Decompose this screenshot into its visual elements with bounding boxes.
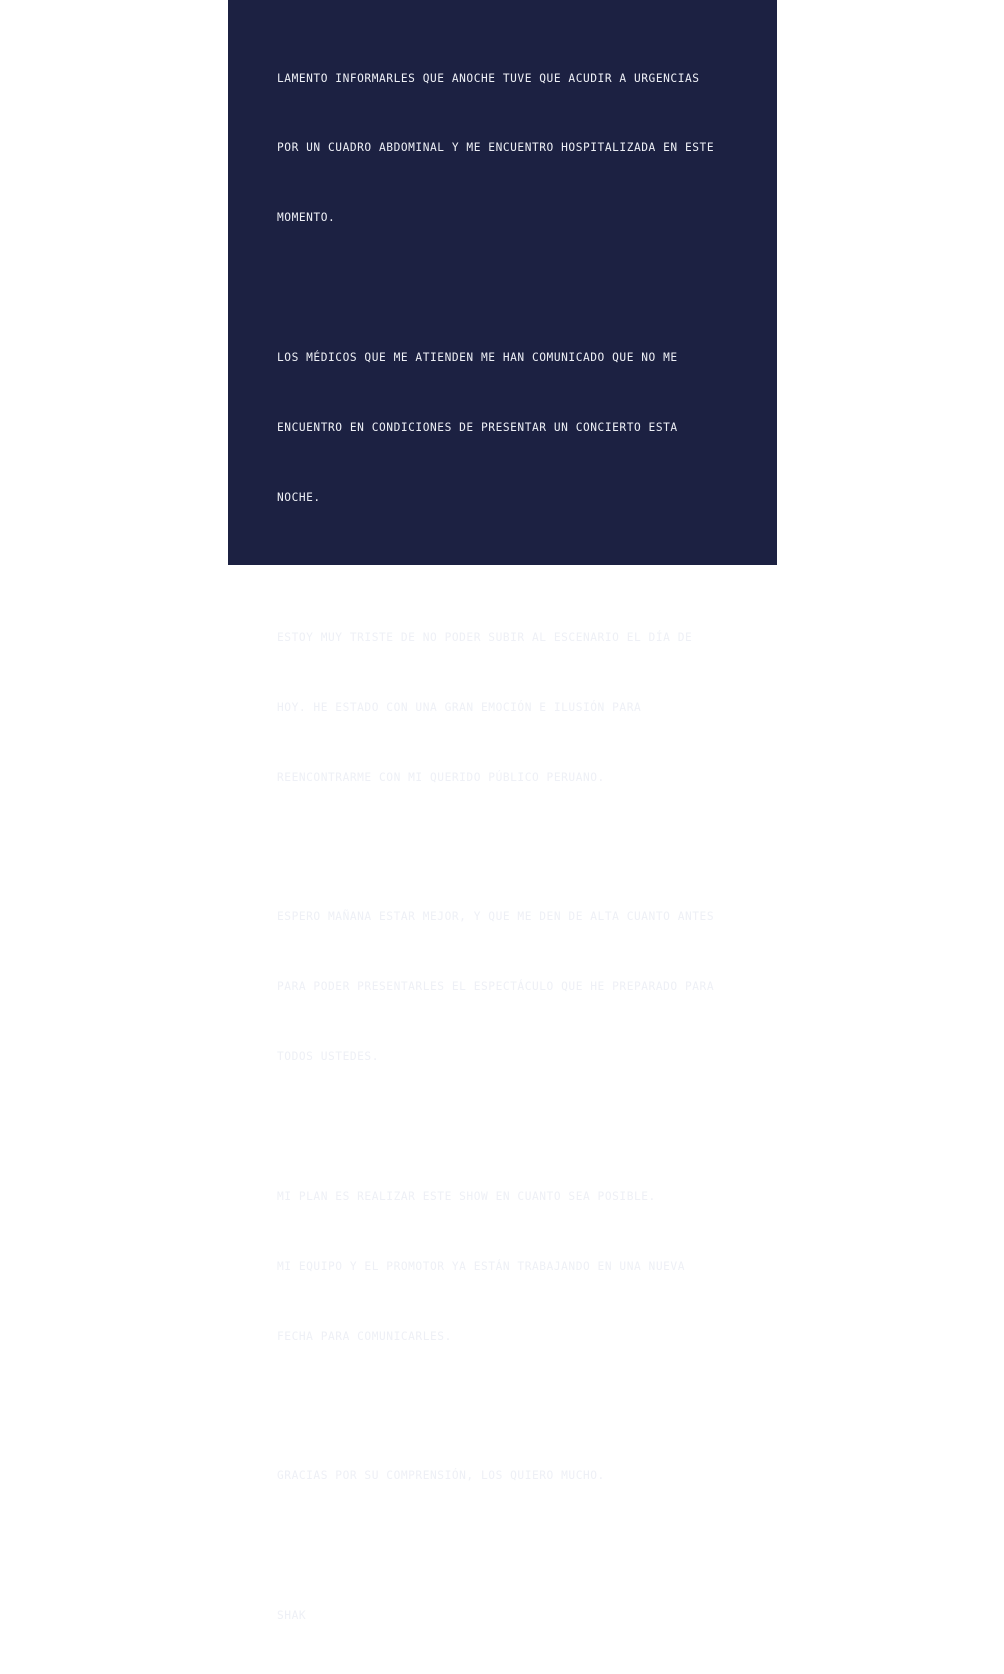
text-line: MOMENTO. <box>277 211 336 225</box>
paragraph-plan <box>277 1138 777 1394</box>
paragraph-doctors <box>277 300 777 556</box>
statement-panel <box>228 0 777 1623</box>
text-line: ENCUENTRO EN CONDICIONES DE PRESENTAR UN CONCIERTO ESTA <box>277 421 678 435</box>
text-line: LOS MÉDICOS QUE ME ATIENDEN ME HAN COMUNICADO QUE NO ME <box>277 351 678 365</box>
signature-text: SHAK <box>277 1609 307 1623</box>
signature <box>277 1558 777 1674</box>
text-line: TODOS USTEDES. <box>277 1050 379 1064</box>
text-line: LAMENTO INFORMARLES QUE ANOCHE TUVE QUE ACUDIR A URGENCIAS <box>277 71 700 85</box>
paragraph-urgent-care <box>277 20 777 276</box>
text-line: ESPERO MAÑANA ESTAR MEJOR, Y QUE ME DEN DE ALTA CUANTO ANTES <box>277 910 715 924</box>
text-line: POR UN CUADRO ABDOMINAL Y ME ENCUENTRO HOSPITALIZADA EN ESTE <box>277 141 715 155</box>
text-line: ESTOY MUY TRISTE DE NO PODER SUBIR AL ESCENARIO EL DÍA DE <box>277 630 693 644</box>
text-line: REENCONTRARME CON MI QUERIDO PÚBLICO PERUANO. <box>277 770 605 784</box>
text-line: MI PLAN ES REALIZAR ESTE SHOW EN CUANTO SEA POSIBLE. <box>277 1189 656 1203</box>
paragraph-thanks <box>277 1418 777 1534</box>
text-line: MI EQUIPO Y EL PROMOTOR YA ESTÁN TRABAJANDO EN UNA NUEVA <box>277 1259 685 1273</box>
paragraph-sadness <box>277 579 777 835</box>
paragraph-hope <box>277 859 777 1115</box>
text-line: HOY. HE ESTADO CON UNA GRAN EMOCIÓN E ILUSIÓN PARA <box>277 700 642 714</box>
text-line: GRACIAS POR SU COMPRENSIÓN, LOS QUIERO MUCHO. <box>277 1469 605 1483</box>
text-line: PARA PODER PRESENTARLES EL ESPECTÁCULO QUE HE PREPARADO PARA <box>277 980 715 994</box>
text-line: NOCHE. <box>277 490 321 504</box>
text-line: FECHA PARA COMUNICARLES. <box>277 1329 452 1343</box>
